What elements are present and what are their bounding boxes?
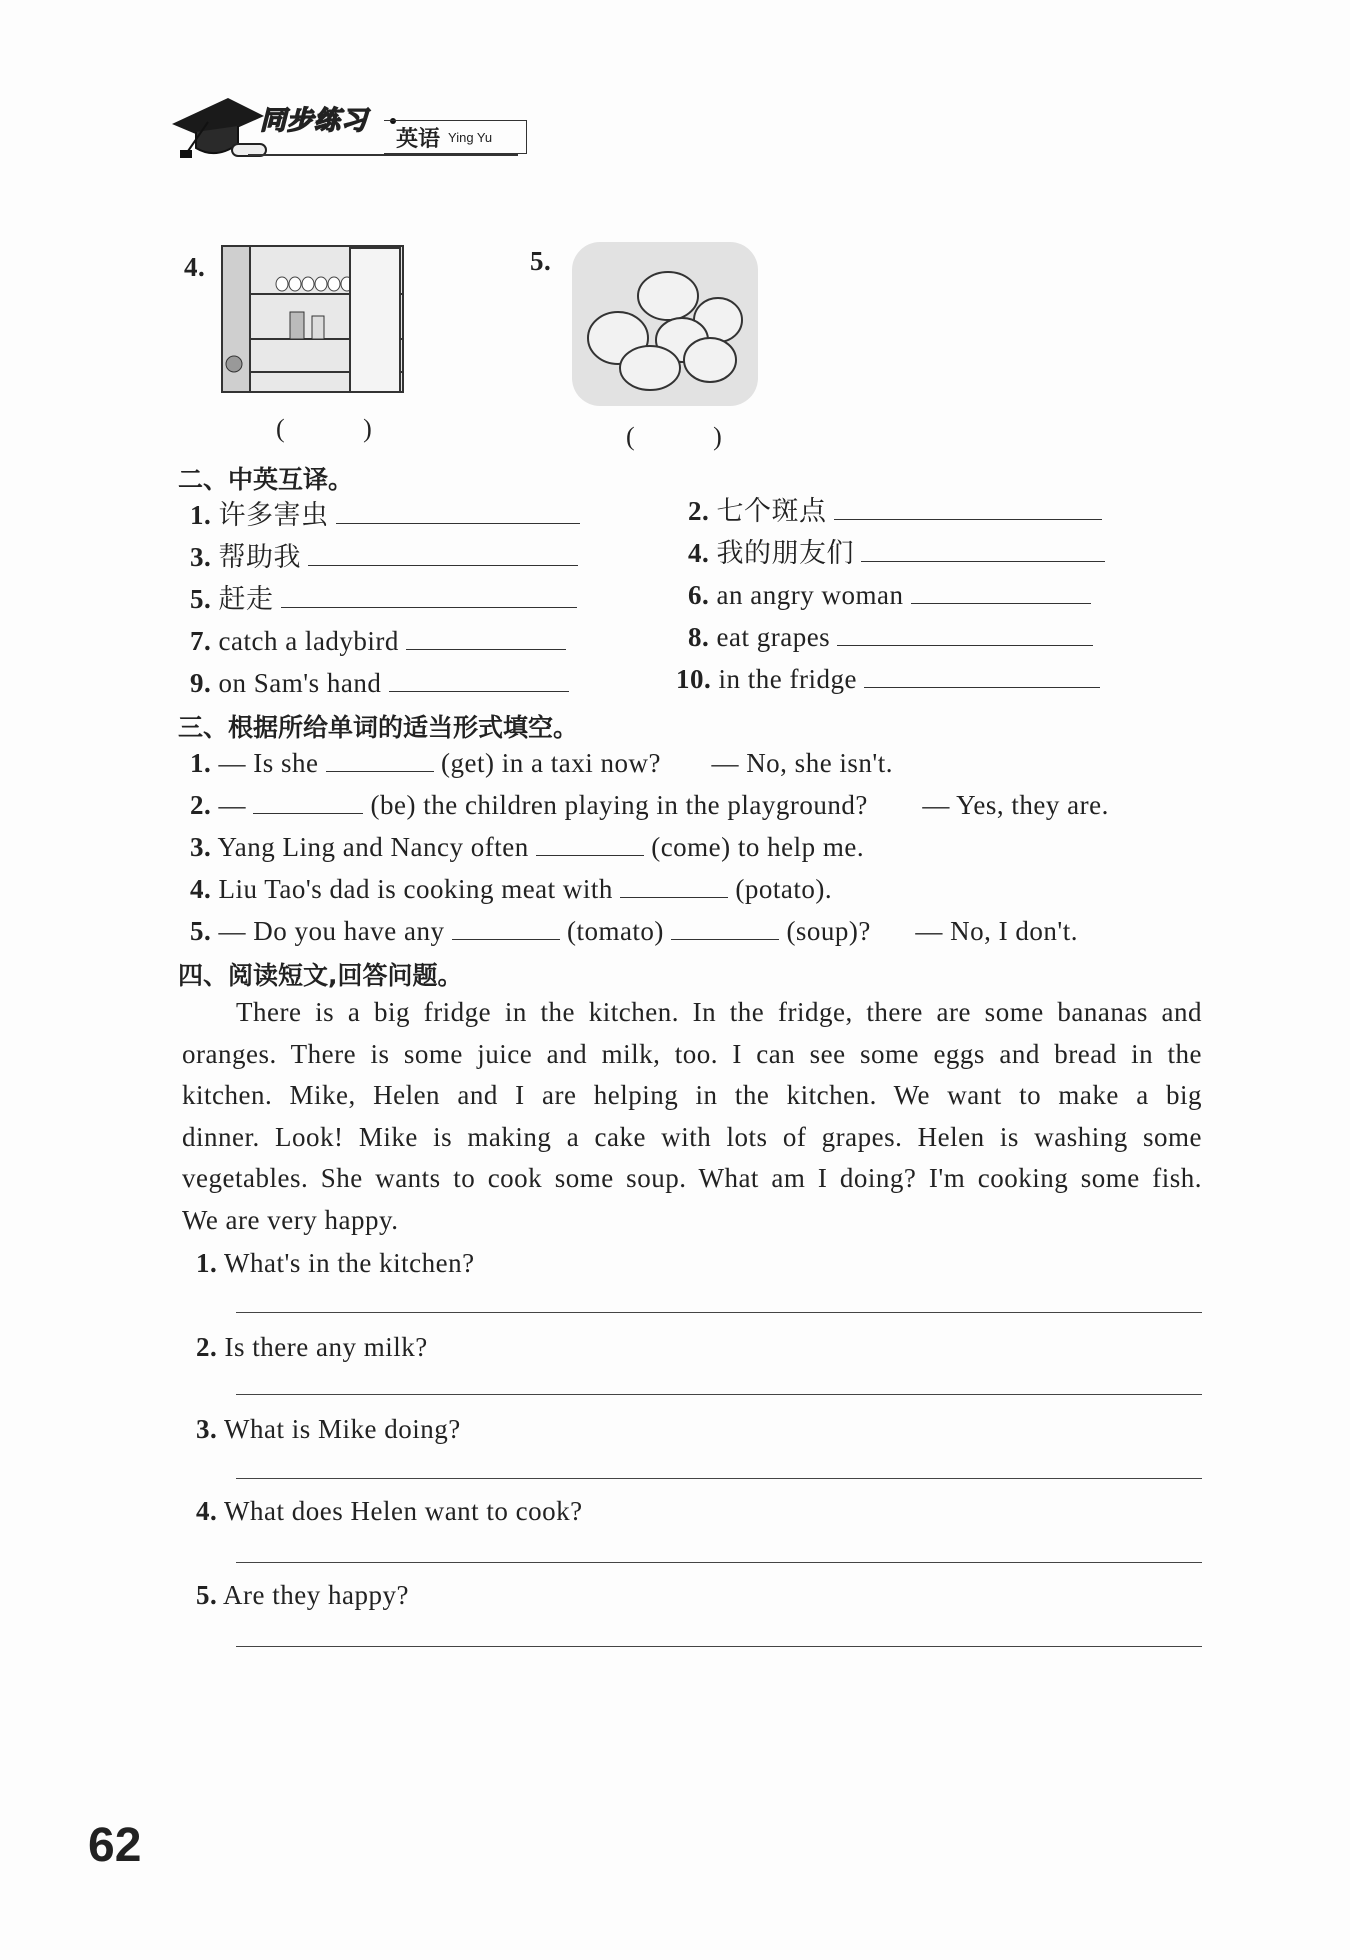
answer-blank[interactable] (406, 625, 566, 650)
item-number: 7. (190, 626, 212, 656)
item-number: 6. (688, 580, 710, 610)
passage-line: dinner. Look! Mike is making a cake with lots of grapes. Helen is washing some (182, 1121, 1202, 1152)
passage-line: kitchen. Mike, Helen and I are helping in the kitchen. We want to make a big (182, 1080, 1202, 1111)
item-text: on Sam's hand (218, 668, 382, 698)
answer-line-4[interactable] (236, 1562, 1202, 1563)
s3-item-1 (190, 746, 893, 780)
picture-5-answer[interactable]: ( ) (626, 422, 758, 451)
section-4-heading: 四、阅读短文,回答问题。 (178, 961, 463, 990)
item-number: 8. (688, 622, 710, 652)
series-title: 同步练习 (260, 106, 369, 136)
question-text: Are they happy? (223, 1580, 409, 1610)
answer-blank[interactable] (452, 915, 560, 940)
item-text-a: Yang Ling and Nancy often (217, 832, 529, 862)
answer-line-3[interactable] (236, 1478, 1202, 1479)
subject-pinyin: Ying Yu (448, 129, 493, 145)
s2-item-7 (190, 624, 566, 658)
question-number: 1. (196, 1248, 218, 1278)
question-3 (196, 1412, 461, 1446)
passage-line: oranges. There is some juice and milk, too. I can see some eggs and bread in the (182, 1038, 1202, 1069)
item-text-c: (soup)? (786, 916, 871, 946)
item-text: 七个斑点 (716, 496, 827, 527)
answer-blank[interactable] (281, 583, 577, 608)
s3-item-2 (190, 788, 1109, 822)
s2-item-1 (190, 498, 580, 533)
question-text: What's in the kitchen? (224, 1248, 475, 1278)
s3-item-4 (190, 872, 832, 906)
item-number: 2. (190, 790, 212, 820)
section-2-heading: 二、中英互译。 (178, 465, 354, 494)
answer-blank[interactable] (834, 495, 1102, 520)
answer-blank[interactable] (253, 789, 363, 814)
item-number: 4. (688, 538, 710, 568)
question-4 (196, 1494, 583, 1528)
item-text-b: (be) the children playing in the playground? (370, 790, 868, 820)
answer-blank[interactable] (864, 663, 1100, 688)
item-text: catch a ladybird (218, 626, 399, 656)
question-number: 3. (196, 1414, 218, 1444)
item-number: 1. (190, 500, 212, 530)
page-number: 62 (88, 1819, 142, 1872)
s2-item-5 (190, 582, 577, 617)
subject-box (384, 120, 527, 154)
question-1 (196, 1246, 475, 1280)
item-response: — No, I don't. (915, 916, 1079, 946)
passage-line: There is a big fridge in the kitchen. In the fridge, there are some bananas and (236, 997, 1202, 1027)
item-text: 许多害虫 (218, 500, 329, 531)
item-number: 9. (190, 668, 212, 698)
item-text-b: (come) to help me. (651, 832, 865, 862)
question-2 (196, 1330, 428, 1364)
answer-blank[interactable] (911, 579, 1091, 604)
answer-blank[interactable] (326, 747, 434, 772)
item-response: — Yes, they are. (922, 790, 1109, 820)
item-text-a: — (218, 790, 246, 820)
answer-blank[interactable] (308, 541, 578, 566)
question-5 (196, 1578, 409, 1612)
s2-item-3 (190, 540, 578, 575)
picture-4-number: 4. (184, 252, 206, 282)
picture-5-number: 5. (530, 246, 552, 276)
answer-blank[interactable] (671, 915, 779, 940)
s2-item-2 (688, 494, 1102, 529)
item-number: 3. (190, 832, 212, 862)
item-text: 帮助我 (218, 542, 301, 573)
item-text-a: Liu Tao's dad is cooking meat with (218, 874, 613, 904)
graduation-cap-icon (168, 92, 268, 162)
item-text-b: (tomato) (566, 916, 664, 946)
item-number: 4. (190, 874, 212, 904)
picture-4-answer[interactable]: ( ) (276, 414, 408, 443)
passage-line: vegetables. She wants to cook some soup. What am I doing? I'm cooking some fish. (182, 1163, 1202, 1194)
reading-passage (182, 992, 1202, 1242)
item-number: 2. (688, 496, 710, 526)
question-number: 2. (196, 1332, 218, 1362)
s3-item-3 (190, 830, 864, 864)
s3-item-5 (190, 914, 1078, 948)
potatoes-icon (570, 240, 760, 408)
item-number: 5. (190, 584, 212, 614)
item-text-b: (potato). (735, 874, 833, 904)
item-response: — No, she isn't. (711, 748, 894, 778)
answer-line-5[interactable] (236, 1646, 1202, 1647)
section-3-heading: 三、根据所给单词的适当形式填空。 (178, 713, 579, 742)
item-number: 1. (190, 748, 212, 778)
answer-blank[interactable] (620, 873, 728, 898)
question-number: 5. (196, 1580, 218, 1610)
fridge-icon (220, 244, 405, 394)
answer-line-1[interactable] (236, 1312, 1202, 1313)
item-text: 我的朋友们 (716, 538, 854, 569)
item-number: 10. (676, 664, 712, 694)
s2-item-9 (190, 666, 569, 700)
answer-blank[interactable] (837, 621, 1093, 646)
answer-blank[interactable] (336, 499, 580, 524)
answer-blank[interactable] (861, 537, 1105, 562)
subject-label: 英语 (396, 126, 441, 152)
item-text: in the fridge (718, 664, 857, 694)
question-number: 4. (196, 1496, 218, 1526)
answer-line-2[interactable] (236, 1394, 1202, 1395)
item-text-a: — Do you have any (218, 916, 445, 946)
item-text: 赶走 (218, 584, 274, 615)
item-text: an angry woman (716, 580, 904, 610)
answer-blank[interactable] (536, 831, 644, 856)
header-rule (248, 154, 518, 156)
item-number: 5. (190, 916, 212, 946)
item-text-b: (get) in a taxi now? (441, 748, 661, 778)
item-text: eat grapes (716, 622, 831, 652)
s2-item-6 (688, 578, 1091, 612)
passage-line: We are very happy. (182, 1204, 399, 1235)
question-text: What does Helen want to cook? (224, 1496, 583, 1526)
item-number: 3. (190, 542, 212, 572)
question-text: Is there any milk? (224, 1332, 428, 1362)
question-text: What is Mike doing? (224, 1414, 461, 1444)
item-text-a: — Is she (218, 748, 319, 778)
answer-blank[interactable] (389, 667, 569, 692)
s2-item-4 (688, 536, 1105, 571)
s2-item-10 (676, 662, 1100, 696)
s2-item-8 (688, 620, 1093, 654)
